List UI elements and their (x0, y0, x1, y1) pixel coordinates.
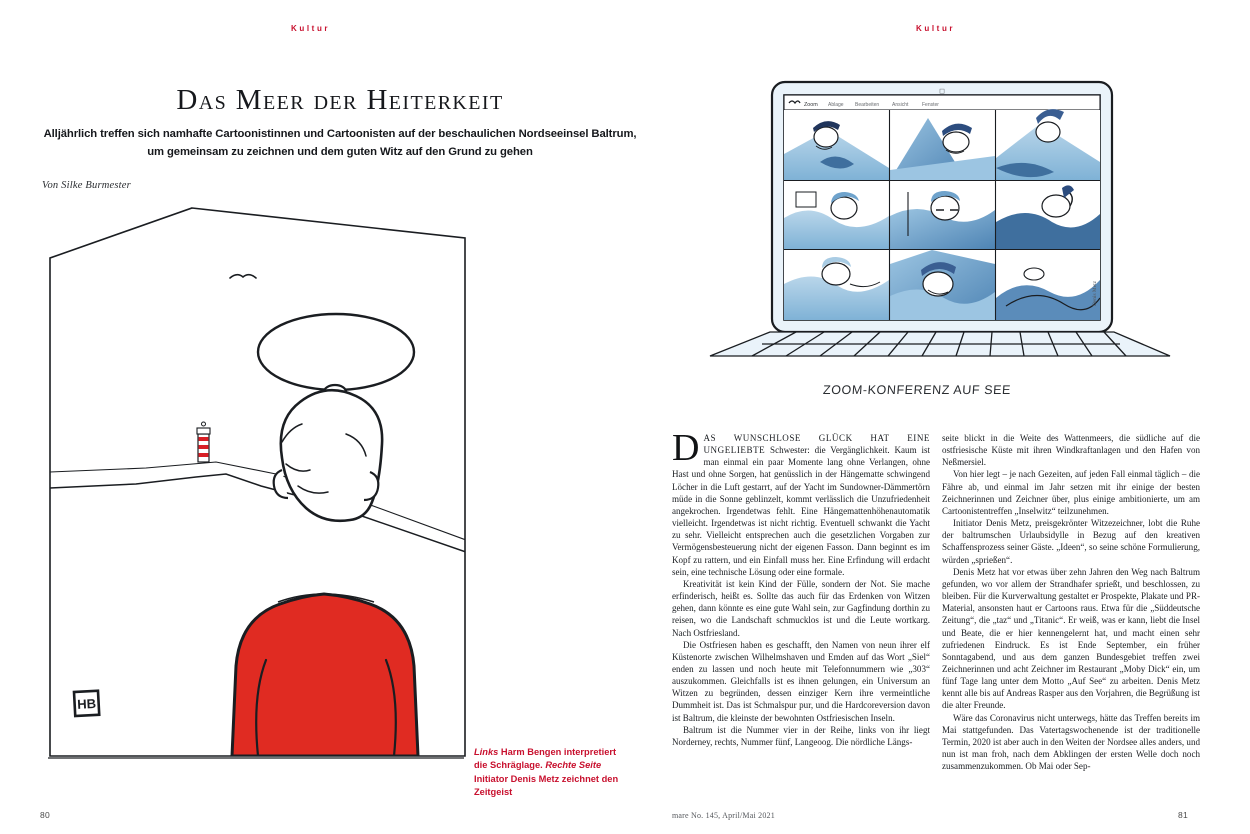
svg-text:Zoom: Zoom (804, 102, 818, 108)
paragraph: Von hier legt – je nach Gezeiten, auf jeden Fall einmal täglich – die Fähre ab, und einmal im Jahr setzen mit ihr einige der besten Zeichnerinnen und Zeichner über, plus einige ambitionierte, um am Cartoonistentreffen „Inselwitz“ teilzunehmen. (942, 469, 1200, 516)
paragraph: seite blickt in die Weite des Wattenmeers, die südliche auf die ostfriesische Küste mit ihren Windkraftanlagen und den Hafen von Neßmersiel. (942, 433, 1200, 468)
body-column-1 (672, 427, 930, 748)
caption-part1-label: Links (474, 747, 499, 757)
svg-text:Bearbeiten: Bearbeiten (855, 102, 880, 108)
page-number-left: 80 (40, 810, 51, 820)
lede-caps: AS WUNSCHLOSE GLÜCK HAT EINE UNGELIEBTE (703, 433, 930, 456)
cartoon-right-caption (700, 376, 1200, 402)
laptop-zoom-artwork (700, 58, 1200, 358)
laptop-base (710, 332, 1170, 356)
svg-text:Ansicht: Ansicht (892, 102, 909, 108)
screen-menu-bar (784, 95, 1100, 110)
page-number-right: 81 (1178, 810, 1189, 820)
svg-text:Fenster: Fenster (922, 102, 939, 108)
drop-cap: D (672, 427, 700, 469)
cartoon-right (700, 58, 1200, 358)
caption-part2-label: Rechte Seite (545, 760, 602, 771)
page-title: Das Meer der Heiterkeit (176, 84, 504, 116)
cartoon-caption (474, 746, 624, 800)
paragraph-text: Schwester: die Vergänglichkeit. Kaum ist man einmal ein paar Momente lang ohne Verlangen, ohne Hast und ohne Sorgen, hat genüsslich in der Hängematte schwingend Löcher in die Luft gestarrt, auf der Yacht im Sundowner-Dämmertörn müde in die Sonne geblinzelt, kommt verlässlich die Unzufriedenheit angekrochen. Irgendetwas fehlt. Eine Hängemattenhöhenautomatik vielleicht. Irgendetwas ist nicht richtig. Eventuell schwankt die Yacht zu sehr. Vielleicht entsprechen auch die gesetzlichen Vorgaben zur Vermögensbesteuerung nicht der eigenen Fasson. Dann beginnt es im Kopf zu rattern, und ein Einfall muss her. Eine Erfindung will erdacht sein, eine technische Lösung oder eine formale. (672, 445, 930, 577)
issue-line: mare No. 145, April/Mai 2021 (672, 811, 775, 820)
artist-signature: Denis Metz (1092, 280, 1098, 306)
paragraph: Denis Metz hat vor etwas über zehn Jahren den Weg nach Baltrum gefunden, wo vor allem der Strandhafer sprießt, und beschlossen, zu bleiben. Für die Kurverwaltung gestaltet er Prospekte, Plakate und PR-Material, ansonsten haut er Cartoons raus. Etwa für die „Süddeutsche Zeitung“, die „taz“ und „Titanic“. Er weiß, was er kann, liebt die Insel und Beate, die er hier kennengelernt hat, und macht einen sehr zufriedenen Eindruck. Es ist Ende September, ein früher Sonntagabend, und aus dem ganzen Bundesgebiet treffen zwei Zeichnerinnen und acht Zeichner im Restaurant „Moby Dick“ ein, um fünf Tage lang unter dem Motto „Auf See“ zu arbeiten. Denis Metz kennt alle bis auf Andreas Rasper aus den Vorjahren, die Begrüßung ist die alter Freunde. (942, 566, 1200, 711)
paragraph: Die Ostfriesen haben es geschafft, den Namen von neun ihrer elf Küstenorte zwischen Wilhelmshaven und Emden auf das Wort „Siel“ enden zu lassen und noch heute mit Telefonnummern wie „303“ auszukommen. Gleichfalls ist es ihnen gelungen, ein Universum an Witzen zu begründen, dessen einziger Kern ihre vermeintliche Dummheit ist. Das ist Schmalspur pur, und die Hardcoreversion davon ist Baltrum, die kleinste der bewohnten Ostfriesischen Inseln. (672, 639, 930, 723)
cartoon-left (46, 196, 466, 796)
article-byline: Von Silke Burmester (42, 180, 131, 191)
caption-part1-text: Harm Bengen interpretiert die Schräglage. (474, 747, 617, 771)
paragraph: Baltrum ist die Nummer vier in der Reihe, links von ihr liegt Norderney, rechts, Nummer fünf, Langeoog. Die nördliche Längs- (672, 724, 930, 747)
running-head-right: Kultur (916, 24, 956, 33)
cartoon-left-artwork (46, 196, 466, 796)
svg-text:◻: ◻ (939, 88, 945, 95)
svg-text:HB: HB (76, 695, 97, 712)
body-column-2 (942, 432, 1200, 772)
zoom-konferenz-label: ZOOM-KONFERENZ AUF SEE (822, 383, 1012, 397)
article-deck: Alljährlich treffen sich namhafte Cartoonistinnen und Cartoonisten auf der beschaulichen Nordseeinsel Baltrum, um gemeinsam zu zeichnen und dem guten Witz auf den Grund zu gehen (43, 128, 637, 158)
lighthouse-icon (197, 422, 210, 462)
paragraph: Initiator Denis Metz, preisgekrönter Witzezeichner, lobt die Ruhe der baltrumschen Urlaubsidylle in Bezug auf den kreativen Schaffensprozess seiner Gäste. „Ideen“, so seine schöne Formulierung, würden „sprießen“. (942, 518, 1200, 565)
paragraph (672, 427, 930, 578)
caption-part2-text: Initiator Denis Metz zeichnet den Zeitgeist (474, 773, 619, 798)
svg-text:Ablage: Ablage (828, 102, 844, 108)
paragraph: Wäre das Coronavirus nicht unterwegs, hätte das Treffen bereits im Mai stattgefunden. Das Vatertagswochenende ist der traditionelle Termin, 2020 ist aber auch in den Weiten der Nordsee alles anders, und nun ist man froh, nach dem Abklingen der ersten Welle doch noch zusammenzukommen. Ob Mai oder Sep- (942, 712, 1200, 772)
paragraph: Kreativität ist kein Kind der Fülle, sondern der Not. Sie mache erfinderisch, heißt es. Sollte das auch für das Erdenken von Witzen gehen, dann könnte es eine gute Wahl sein, zur Gagfindung dorthin zu reisen, wo die Landschaft schmucklos ist und die Leute wortkarg. Nach Ostfriesland. (672, 578, 930, 638)
running-head-left: Kultur (291, 24, 331, 33)
